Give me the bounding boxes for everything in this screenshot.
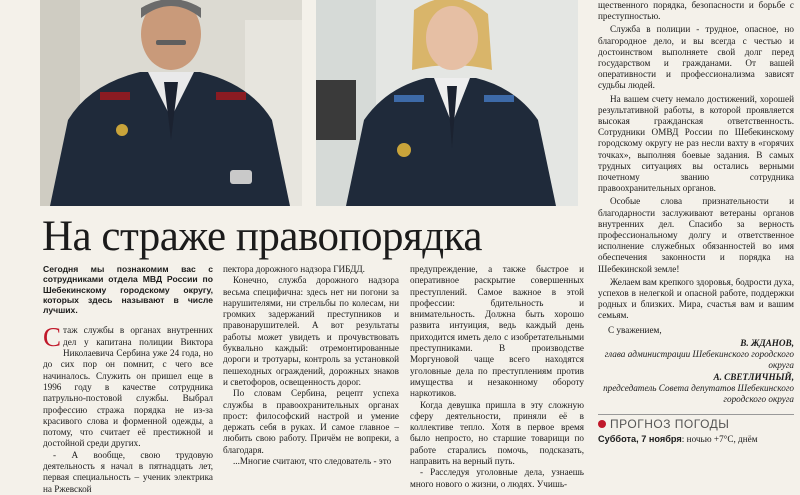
article-paragraph: - Расследуя уголовные дела, узнаешь много нового о жизни, о людях. Учишь- bbox=[410, 467, 584, 489]
weather-forecast bbox=[598, 434, 794, 445]
article-column-3 bbox=[410, 264, 584, 490]
weather-text: : ночью +7°С, днём bbox=[681, 434, 758, 444]
photo-male-officer bbox=[40, 0, 302, 206]
greeting-paragraph: Желаем вам крепкого здоровья, бодрости духа, успехов в нелегкой и опасной работе, поддержки родных и близких. Мира, счастья вам и вашим семьям. bbox=[598, 276, 794, 321]
signature-name: А. СВЕТЛИЧНЫЙ, bbox=[713, 371, 794, 382]
weather-day: Суббота, 7 ноября bbox=[598, 434, 682, 444]
article-headline: На страже правопорядка bbox=[42, 213, 482, 260]
weather-section bbox=[598, 414, 794, 445]
signature-role: председатель Совета депутатов Шебекинского городского округа bbox=[603, 382, 794, 404]
weather-heading bbox=[598, 414, 794, 431]
article-column-1 bbox=[43, 264, 213, 495]
greeting-paragraph: Служба в полиции - трудное, опасное, но благородное дело, и вы всегда с честью и достоинством выполняете свой долг перед государством и гражданами. От вашей оперативности и профессионализма зависят судьбы людей. bbox=[598, 24, 794, 91]
article-lead: Сегодня мы познакомим вас с сотрудниками отдела МВД России по Шебекинскому городскому округу, которых здесь называют в числе лучших. bbox=[43, 264, 213, 316]
signature-role: глава администрации Шебекинского городского округа bbox=[604, 349, 794, 371]
article-paragraph: предупреждение, а также быстрое и оперативное раскрытие совершенных преступлений. Самое важное в этой профессии: бдительность и внимательность. Должна быть хорошо развита интуиция, ведь каждый день приходится иметь дело с изобретательными преступниками. В производстве Моргуновой чаще всего находятся уголовные дела по преступлениям против имущества и незаконному обороту наркотиков. bbox=[410, 264, 584, 399]
article-paragraph: Когда девушка пришла в эту сложную сферу деятельности, приняли её в коллективе тепло. Хотя в первое время было непросто, но старшие товарищи по работе старались помочь, подсказать, направить на верный путь. bbox=[410, 399, 584, 467]
greeting-paragraph: На вашем счету немало достижений, хорошей результативной работы, в которой проявляется высокая гражданская ответственность. Сотрудники ОМВД России по Шебекинскому городскому округу не раз несли вахту в «горячих точках», выполняя боевые задания. В самых трудных ситуациях вы остались верными почетному званию сотрудника правоохранительных органов. bbox=[598, 93, 794, 194]
weather-title: ПРОГНОЗ ПОГОДЫ bbox=[610, 417, 730, 431]
greeting-intro: щественного порядка, безопасности и борьбе с преступностью. bbox=[598, 0, 794, 22]
article-paragraph: По словам Сербина, рецепт успеха службы в правоохранительных органах прост: философский настрой и умение держать себя в руках. И самое главное – любить свою работу. Причём не вопреки, а благодаря. bbox=[223, 388, 399, 455]
article-paragraph: таж службы в органах внутренних дел у капитана полиции Виктора Николаевича Сербина уже 24 года, но до сих пор он помнит, с чего все начиналось. Служить он пришел еще в 1996 году в качестве сотрудника патрульно-постовой службы. Выбрал профессию стража порядка не из-за красивого слова и форменной одежды, а потому, что считает её престижной и достойной среди других. bbox=[43, 325, 213, 449]
article-paragraph: ...Многие считают, что следователь - это bbox=[233, 456, 392, 467]
article-paragraph: пектора дорожного надзора ГИБДД. bbox=[223, 264, 365, 274]
greeting-paragraph: Особые слова признательности и благодарности заслуживают ветераны органов внутренних дел. Спасибо за верность профессиональному долгу и ответственное исполнение служебных обязанностей во имя обеспечения законности и порядка на Шебекинской земле! bbox=[598, 196, 794, 274]
photo-female-officer bbox=[316, 0, 578, 206]
signature-name: В. ЖДАНОВ, bbox=[740, 337, 794, 348]
greeting-regards: С уважением, bbox=[608, 324, 662, 335]
dropcap: С bbox=[43, 322, 62, 353]
article-paragraph: - А вообще, свою трудовую деятельность я начал в пятнадцать лет, первая специальность – ученик электрика на Ржевской bbox=[43, 449, 213, 494]
greeting-column bbox=[598, 0, 794, 405]
bullet-dot-icon bbox=[598, 420, 606, 428]
article-column-2 bbox=[223, 264, 399, 467]
article-paragraph: Конечно, служба дорожного надзора весьма специфична: здесь нет ни погони за нарушителями, ни стрельбы по колесам, ни громких задержаний преступников и правонарушителей. А вот результаты работы может увидеть и прочувствовать буквально каждый: отремонтированные дороги и тротуары, контроль за установкой пешеходных ограждений, дорожных знаков и светофоров, освещенность дорог. bbox=[223, 275, 399, 387]
